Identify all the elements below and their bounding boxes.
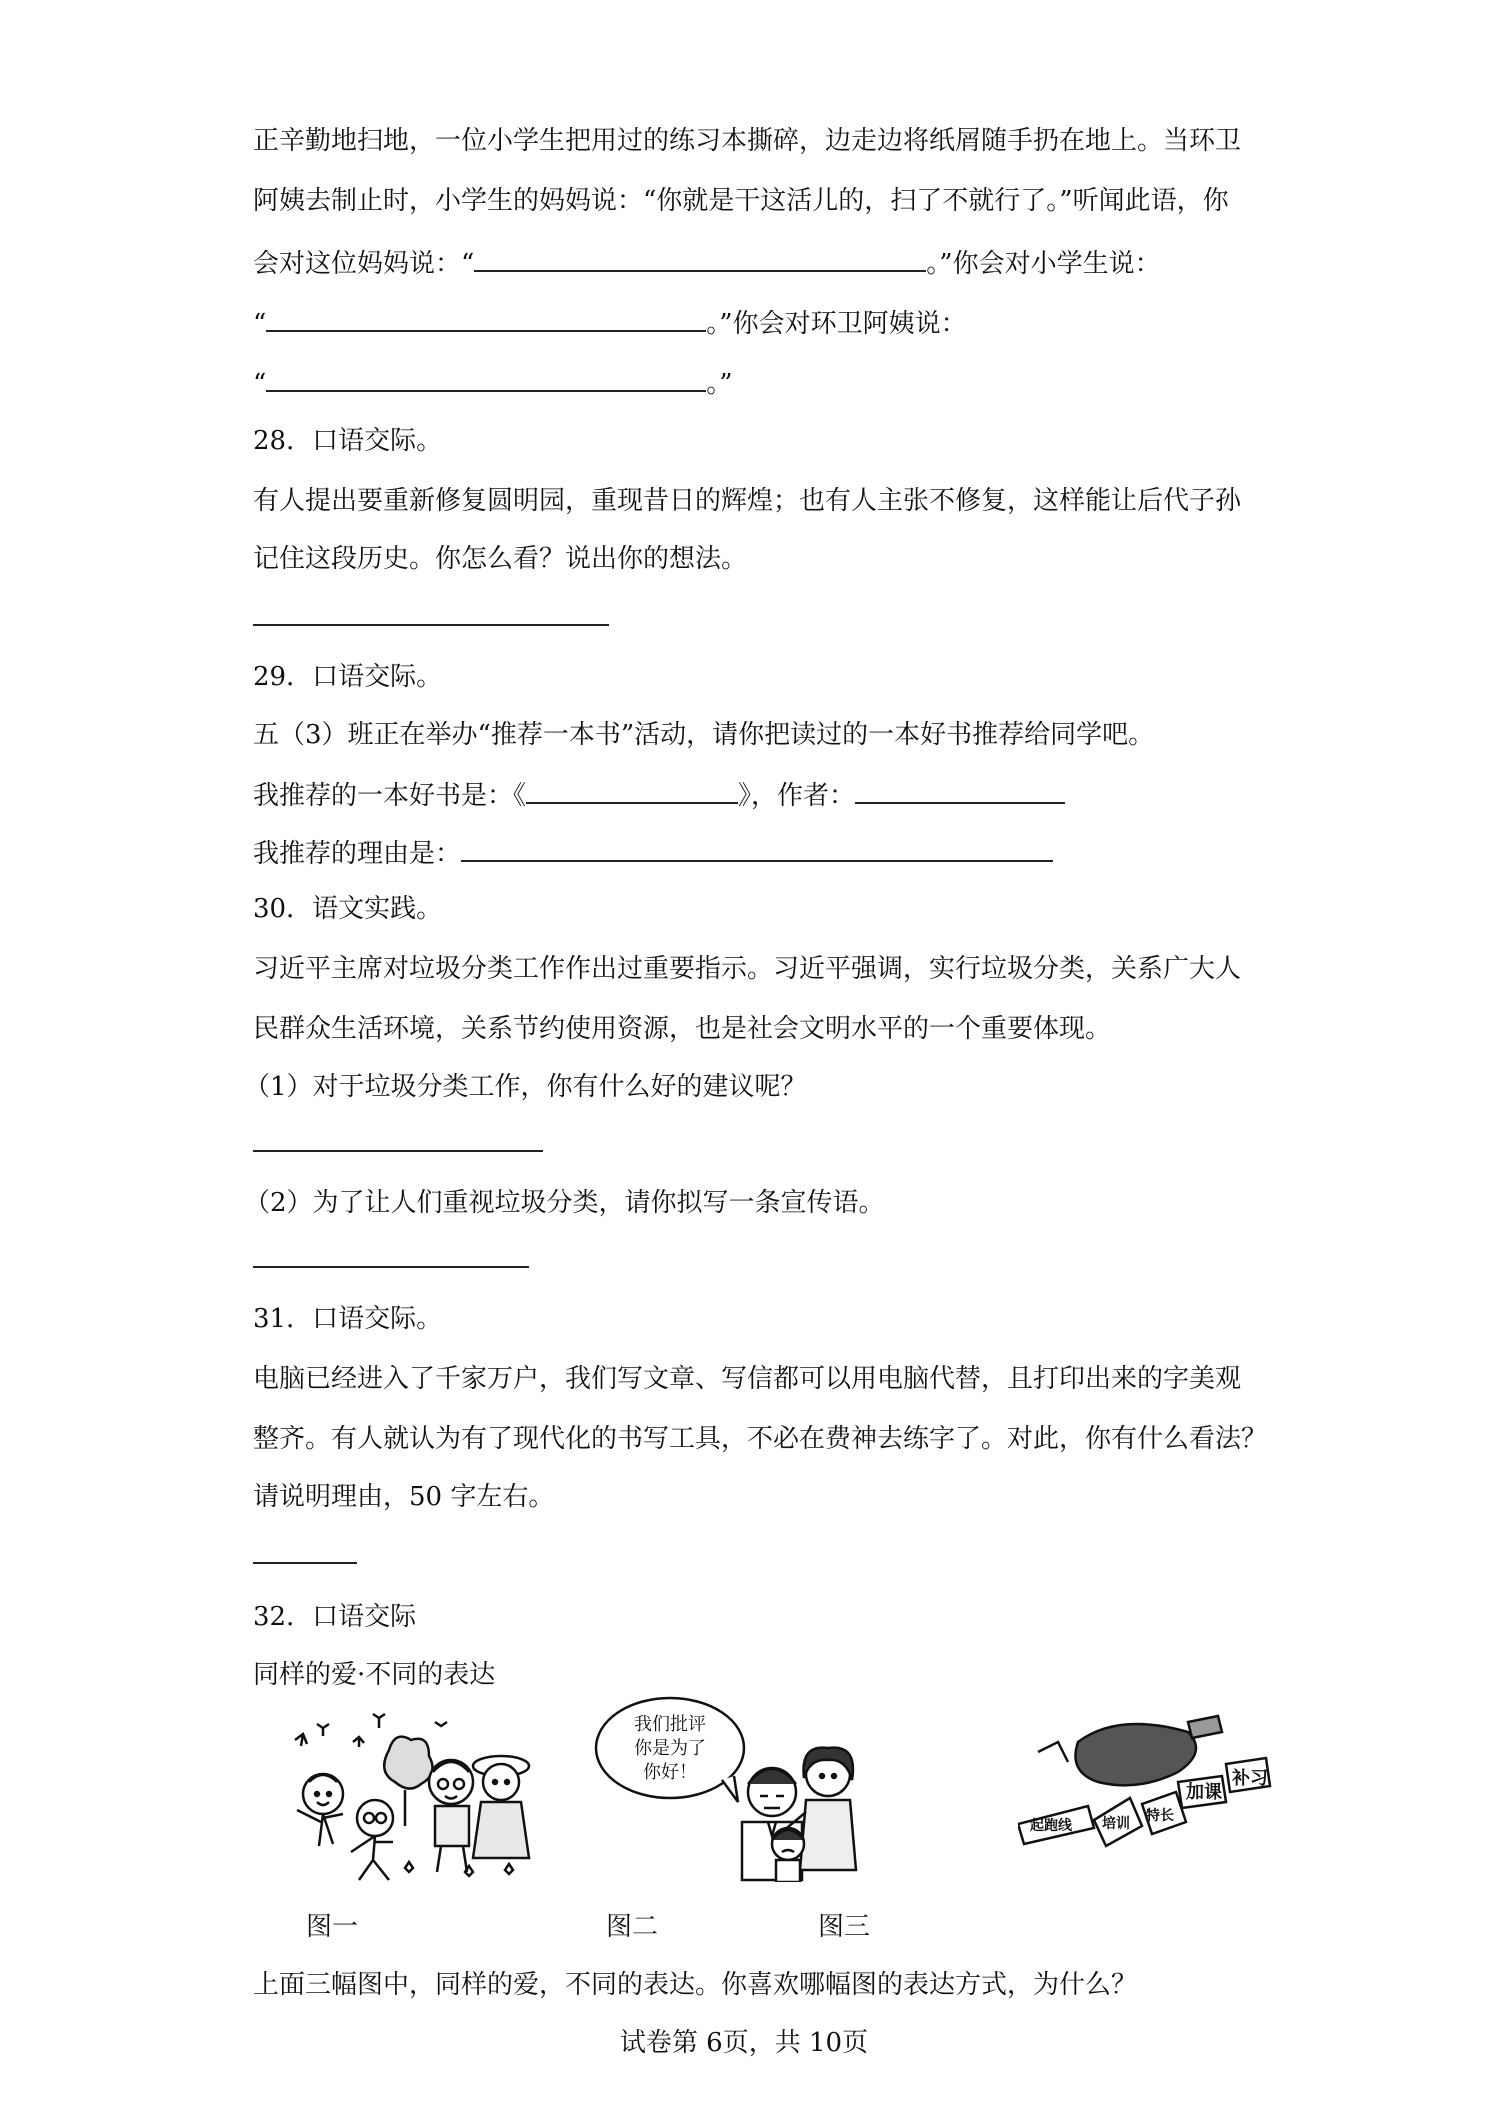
reason-blank[interactable] bbox=[461, 834, 1053, 862]
q31-paragraph-1: 电脑已经进入了千家万户，我们写文章、写信都可以用电脑代替，且打印出来的字美观 bbox=[253, 1364, 1242, 1394]
answer-blank-cleaner[interactable] bbox=[266, 364, 706, 392]
q30-paragraph-1: 习近平主席对垃圾分类工作作出过重要指示。习近平强调，实行垃圾分类，关系广大人 bbox=[253, 954, 1242, 984]
q32-subtitle: 同样的爱·不同的表达 bbox=[253, 1660, 496, 1690]
banner-word-training: 培训 bbox=[1102, 1816, 1130, 1832]
q27-line-1: 正辛勤地扫地，一位小学生把用过的练习本撕碎，边走边将纸屑随手扔在地上。当环卫 bbox=[253, 126, 1242, 156]
answer-blank-mother[interactable] bbox=[474, 244, 926, 272]
book-title-prompt: 我推荐的一本好书是：《 bbox=[253, 781, 527, 811]
figure-1-family-outing bbox=[275, 1702, 535, 1882]
q31-answer-line[interactable] bbox=[253, 1562, 357, 1564]
banner-word-start: 起跑线 bbox=[1030, 1818, 1072, 1834]
q28-heading: 28．口语交际。 bbox=[253, 426, 443, 456]
q28-answer-line[interactable] bbox=[253, 624, 609, 626]
bubble-line-3: 你好！ bbox=[643, 1762, 697, 1783]
figure-2-parents-criticism bbox=[592, 1692, 862, 1882]
q29-paragraph: 五（3）班正在举办“推荐一本书”活动，请你把读过的一本好书推荐给同学吧。 bbox=[253, 720, 1155, 750]
page-footer: 试卷第 6页，共 10页 bbox=[619, 2028, 869, 2058]
q31-paragraph-2: 整齐。有人就认为有了现代化的书写工具，不必在费神去练字了。对此，你有什么看法？ bbox=[253, 1424, 1268, 1454]
author-blank[interactable] bbox=[855, 776, 1065, 804]
bubble-line-1: 我们批评 bbox=[634, 1714, 706, 1735]
q29-reason-line bbox=[253, 834, 1053, 871]
banner-word-extra-class: 加课 bbox=[1186, 1782, 1222, 1803]
q30-subquestion-1: （1）对于垃圾分类工作，你有什么好的建议呢？ bbox=[244, 1072, 807, 1102]
q27-line-3 bbox=[253, 244, 1161, 281]
book-title-blank[interactable] bbox=[526, 776, 738, 804]
q27-prompt-cleaner: 。”你会对环卫阿姨说： bbox=[706, 309, 967, 339]
q30-paragraph-2: 民群众生活环境，关系节约使用资源，也是社会文明水平的一个重要体现。 bbox=[253, 1014, 1112, 1044]
q30-answer-line-2[interactable] bbox=[253, 1266, 529, 1268]
q27-prompt-student: 。”你会对小学生说： bbox=[926, 249, 1161, 279]
author-prompt: 》，作者： bbox=[738, 781, 856, 811]
reason-prompt: 我推荐的理由是： bbox=[253, 839, 462, 869]
figure-3-caption: 图三 bbox=[818, 1912, 871, 1942]
q30-answer-line-1[interactable] bbox=[253, 1150, 543, 1152]
open-quote: “ bbox=[253, 309, 267, 339]
q31-paragraph-3: 请说明理由，50 字左右。 bbox=[253, 1482, 555, 1512]
q31-heading: 31．口语交际。 bbox=[253, 1304, 443, 1334]
q30-heading: 30．语文实践。 bbox=[253, 894, 443, 924]
q27-line-5 bbox=[253, 364, 733, 401]
figure-3-extra-classes bbox=[1018, 1712, 1273, 1862]
q29-book-line bbox=[253, 776, 1065, 813]
figure-1-caption: 图一 bbox=[306, 1912, 359, 1942]
q28-paragraph-2: 记住这段历史。你怎么看？说出你的想法。 bbox=[253, 544, 748, 574]
banner-word-talent: 特长 bbox=[1146, 1808, 1174, 1824]
q30-subquestion-2: （2）为了让人们重视垃圾分类，请你拟写一条宣传语。 bbox=[244, 1188, 885, 1218]
q29-heading: 29．口语交际。 bbox=[253, 662, 443, 692]
figure-2-caption: 图二 bbox=[606, 1912, 659, 1942]
close-quote: 。” bbox=[706, 369, 733, 399]
q27-prompt-mother: 会对这位妈妈说：“ bbox=[253, 249, 475, 279]
q32-heading: 32．口语交际 bbox=[253, 1602, 417, 1632]
q28-paragraph-1: 有人提出要重新修复圆明园，重现昔日的辉煌；也有人主张不修复，这样能让后代子孙 bbox=[253, 486, 1242, 516]
banner-word-tutoring: 补习 bbox=[1232, 1768, 1268, 1789]
bubble-line-2: 你是为了 bbox=[634, 1738, 706, 1759]
q32-question: 上面三幅图中，同样的爱，不同的表达。你喜欢哪幅图的表达方式，为什么？ bbox=[253, 1970, 1138, 2000]
answer-blank-student[interactable] bbox=[266, 304, 706, 332]
q27-line-4 bbox=[253, 304, 967, 341]
q27-line-2: 阿姨去制止时，小学生的妈妈说：“你就是干这活儿的，扫了不就行了。”听闻此语，你 bbox=[253, 186, 1229, 216]
open-quote: “ bbox=[253, 369, 267, 399]
